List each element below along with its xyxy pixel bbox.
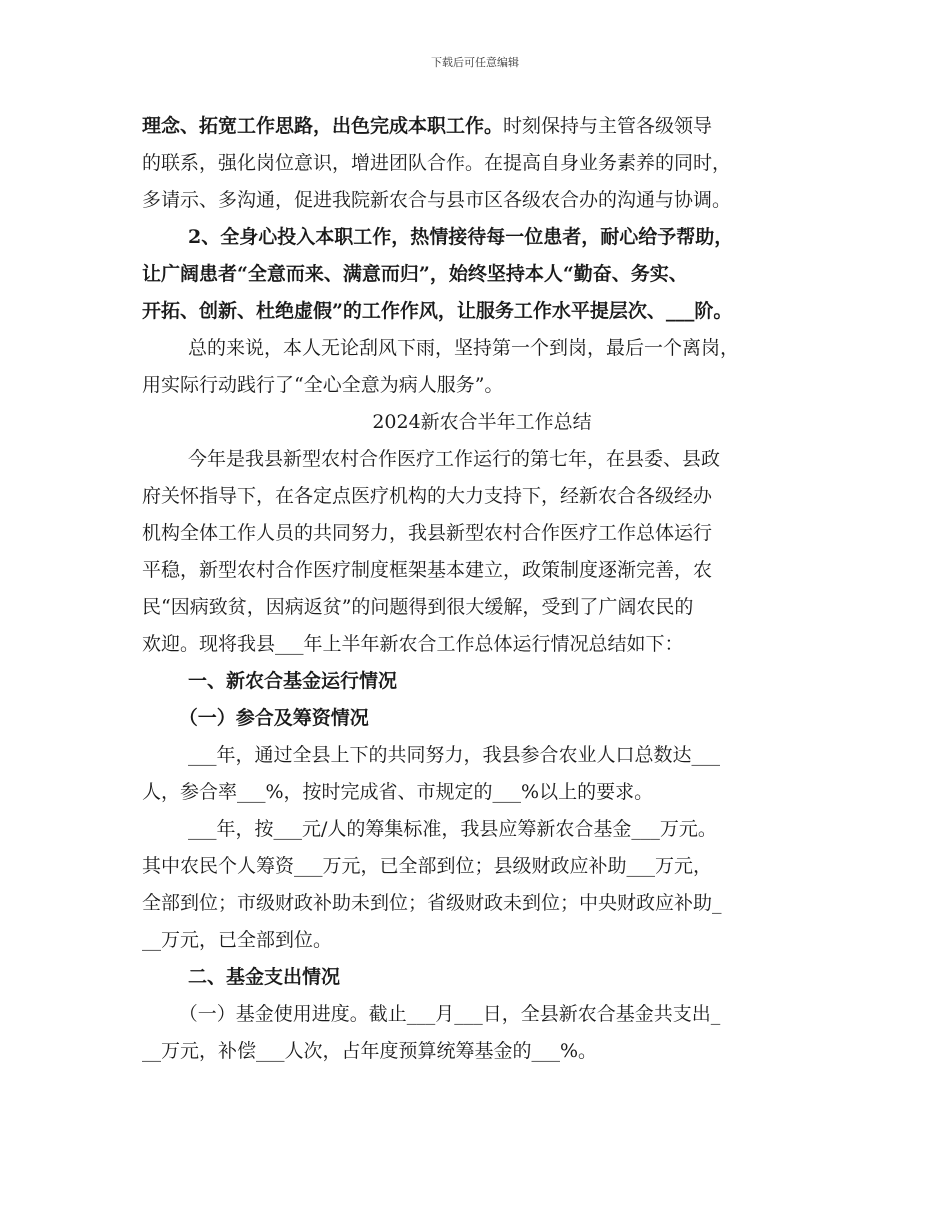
text-segment: 让广阔患者“全意而来、满意而归”，始终坚持本人“勤奋、务实、	[142, 263, 688, 285]
text-segment: 开拓、创新、杜绝虚假”的工作作风，让服务工作水平提层次、___阶。	[142, 300, 733, 322]
text-segment: __万元，已全部到位。	[142, 929, 333, 951]
text-line	[142, 515, 822, 552]
text-segment: 民“因病致贫，因病返贫”的问题得到很大缓解，受到了广阔农民的	[142, 596, 694, 618]
text-segment: 2、全身心投入本职工作，热情接待每一位患者，耐心给予帮助，	[188, 226, 734, 248]
text-line	[142, 589, 822, 626]
text-line	[142, 811, 822, 848]
text-segment: 人，参合率___%，按时完成省、市规定的___%以上的要求。	[142, 781, 654, 803]
text-segment: 多请示、多沟通，促进我院新农合与县市区各级农合办的沟通与协调。	[142, 189, 732, 211]
text-line	[142, 478, 822, 515]
text-segment: ___年，按___元/人的筹集标准，我县应筹新农合基金___万元。	[188, 818, 717, 840]
text-line	[142, 922, 822, 959]
text-line	[142, 367, 822, 404]
text-segment: ___年，通过全县上下的共同努力，我县参合农业人口总数达___	[188, 744, 721, 766]
text-line	[142, 996, 822, 1033]
text-line	[142, 737, 822, 774]
text-line	[142, 626, 822, 663]
text-line	[142, 108, 822, 145]
text-line	[142, 182, 822, 219]
section-title	[142, 404, 822, 441]
text-segment: （一）参合及筹资情况	[178, 707, 369, 729]
text-line	[142, 885, 822, 922]
text-segment: 其中农民个人筹资___万元，已全部到位；县级财政应补助___万元，	[142, 855, 713, 877]
text-line	[142, 256, 822, 293]
text-segment: 总的来说，本人无论刮风下雨，坚持第一个到岗，最后一个离岗，	[188, 337, 740, 359]
text-segment: 用实际行动践行了“全心全意为病人服务”。	[142, 374, 504, 396]
text-line	[142, 552, 822, 589]
text-segment: __万元，补偿___人次，占年度预算统筹基金的___%。	[142, 1040, 598, 1062]
page-header: 下载后可任意编辑	[431, 56, 519, 69]
text-line	[142, 145, 822, 182]
text-segment: 的联系，强化岗位意识，增进团队合作。在提高自身业务素养的同时，	[142, 152, 732, 174]
text-line	[142, 848, 822, 885]
text-line	[142, 959, 822, 996]
text-segment: 二、基金支出情况	[188, 966, 341, 988]
text-segment: 时刻保持与主管各级领导	[503, 115, 713, 137]
text-segment: 机构全体工作人员的共同努力，我县新型农村合作医疗工作总体运行	[142, 522, 713, 544]
text-segment: 2024新农合半年工作总结	[372, 411, 592, 433]
text-line	[142, 219, 822, 256]
text-line	[142, 293, 822, 330]
text-line	[142, 441, 822, 478]
text-segment: 理念、拓宽工作思路，出色完成本职工作。	[142, 115, 504, 137]
text-line	[142, 1033, 822, 1070]
text-segment: 府关怀指导下，在各定点医疗机构的大力支持下，经新农合各级经办	[142, 485, 713, 507]
text-line	[142, 700, 822, 737]
text-line	[142, 774, 822, 811]
document-body	[142, 108, 822, 1070]
text-line	[142, 663, 822, 700]
text-segment: 平稳，新型农村合作医疗制度框架基本建立，政策制度逐渐完善，农	[142, 559, 713, 581]
text-line	[142, 330, 822, 367]
text-segment: 一、新农合基金运行情况	[188, 670, 398, 692]
text-segment: 欢迎。现将我县___年上半年新农合工作总体运行情况总结如下：	[142, 633, 684, 655]
text-segment: （一）基金使用进度。截止___月___日，全县新农合基金共支出_	[178, 1003, 721, 1025]
text-segment: 今年是我县新型农村合作医疗工作运行的第七年，在县委、县政	[188, 448, 721, 470]
text-segment: 全部到位；市级财政补助未到位；省级财政未到位；中央财政应补助_	[142, 892, 722, 914]
